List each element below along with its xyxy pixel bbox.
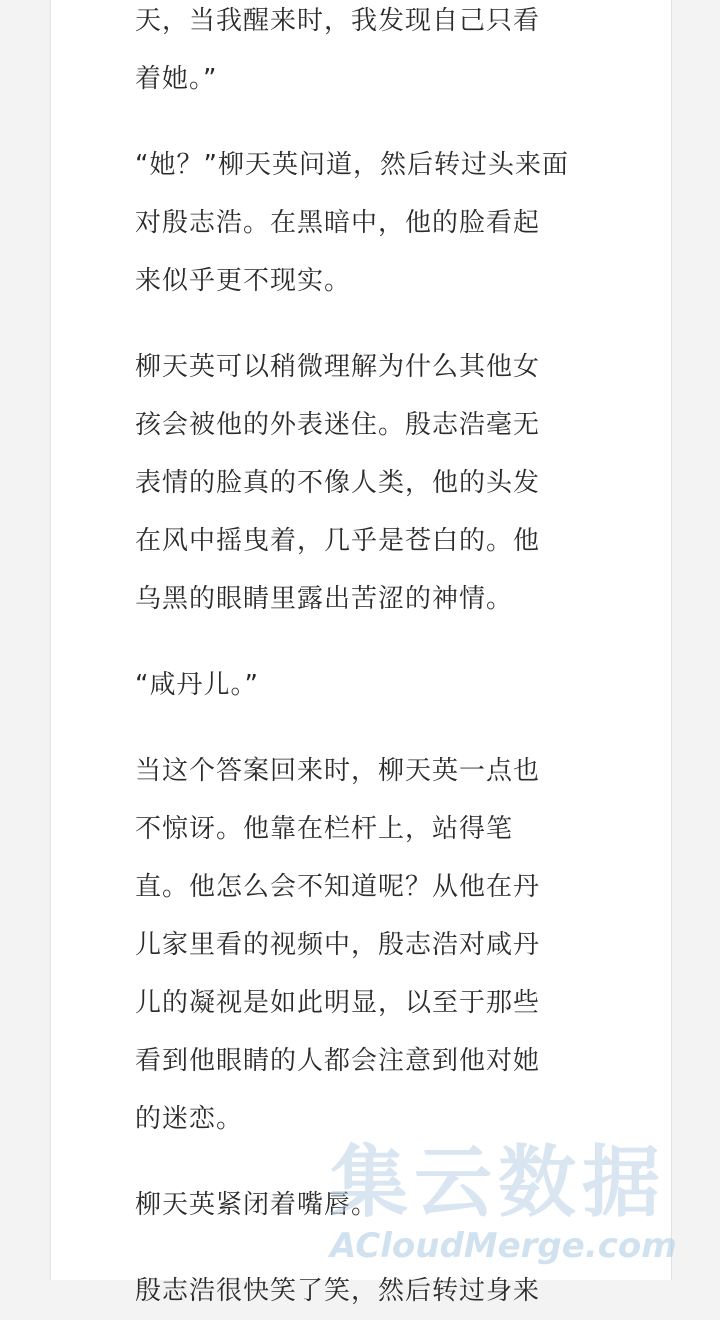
text-line: 孩会被他的外表迷住。殷志浩毫无 [135, 410, 541, 440]
paragraph-5 [135, 742, 595, 1148]
text-line: “她？”柳天英问道，然后转过头来面 [135, 150, 569, 180]
paragraph-6 [135, 1176, 595, 1234]
text-line: 当这个答案回来时，柳天英一点也 [135, 756, 541, 786]
watermark-text-en: ACloudMerge.com [330, 1226, 677, 1266]
text-line: 乌黑的眼睛里露出苦涩的神情。 [135, 584, 514, 614]
paragraph-3 [135, 338, 595, 628]
reader-text [135, 0, 595, 1320]
text-line: 的迷恋。 [135, 1104, 244, 1134]
text-line: 来似乎更不现实。 [135, 266, 352, 296]
text-line: 在风中摇曳着，几乎是苍白的。他 [135, 526, 541, 556]
text-line: 天，当我醒来时，我发现自己只看 [135, 6, 541, 36]
text-line: 表情的脸真的不像人类，他的头发 [135, 468, 541, 498]
text-line: 对殷志浩。在黑暗中，他的脸看起 [135, 208, 541, 238]
text-line: “咸丹儿。” [135, 670, 259, 700]
text-line: 柳天英紧闭着嘴唇。 [135, 1190, 379, 1220]
paragraph-2 [135, 136, 595, 310]
paragraph-7 [135, 1262, 595, 1320]
paragraph-4 [135, 656, 595, 714]
paragraph-1 [135, 0, 595, 108]
text-line: 儿的凝视是如此明显，以至于那些 [135, 988, 541, 1018]
watermark-text-cn: 集云数据 [330, 1138, 667, 1228]
text-line: 着她。” [135, 64, 218, 94]
text-line: 殷志浩很快笑了笑，然后转过身来 [135, 1276, 541, 1306]
text-line: 不惊讶。他靠在栏杆上，站得笔 [135, 814, 514, 844]
text-line: 直。他怎么会不知道呢？从他在丹 [135, 872, 541, 902]
text-line: 看到他眼睛的人都会注意到他对她 [135, 1046, 541, 1076]
text-line: 儿家里看的视频中，殷志浩对咸丹 [135, 930, 541, 960]
text-line: 柳天英可以稍微理解为什么其他女 [135, 352, 541, 382]
